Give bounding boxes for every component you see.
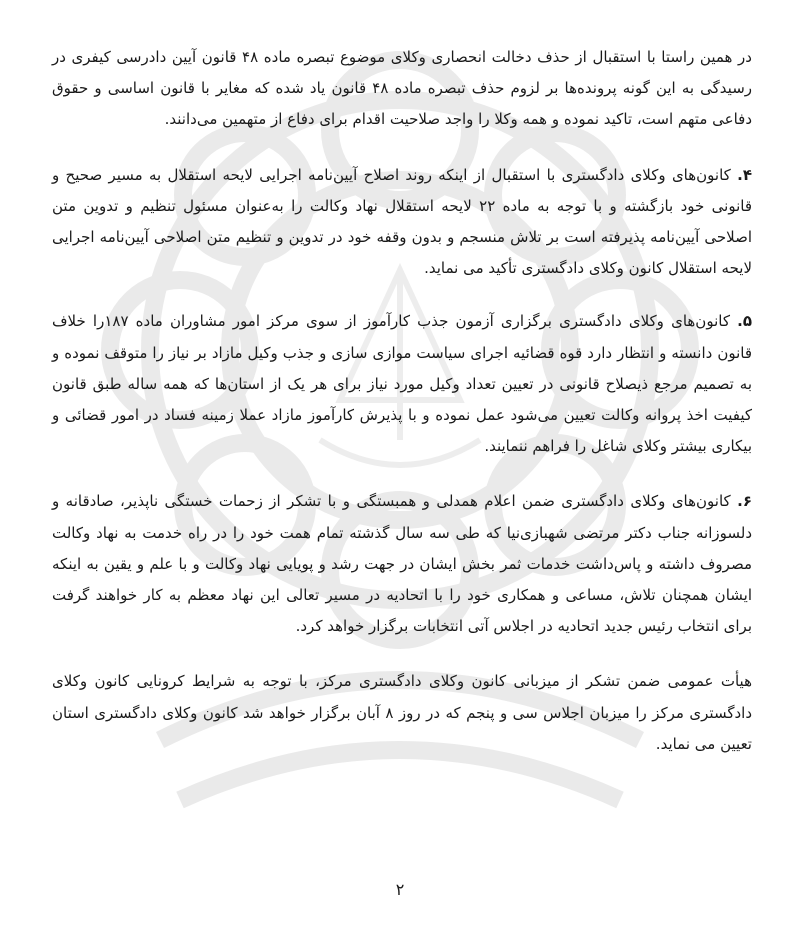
paragraph-number: ۴. [737,165,752,184]
paragraph-6 [52,486,752,642]
paragraph-number: ۶. [737,492,752,511]
paragraph-5 [52,306,752,462]
paragraph-4 [52,160,752,285]
page-number: ۲ [395,880,405,899]
paragraph-text: کانون‌های وکلای دادگستری ضمن اعلام همدلی و همبستگی و با تشکر از زحمات خستگی ناپذیر، صادقانه و دلسوزانه جناب دکتر مرتضی شهبازی‌نیا که طی سه سال گذشته تمام همت خود را در راه خدمت به نهاد وکالت مصروف داشته و پاس‌داشت خدمات ثمر بخش ایشان در جهت رشد و پویایی نهاد وکالت و با علم و یقین به اینکه ایشان همچنان تلاش، مساعی و همکاری خود را با اتحادیه در مسیر تعالی این نهاد معظم به کار خواهند گرفت برای انتخاب رئیس جدید اتحادیه در اجلاس آتی انتخابات برگزار خواهد کرد. [52,492,752,636]
document-body [52,42,752,784]
paragraph-intro [52,42,752,136]
paragraph-text: کانون‌های وکلای دادگستری برگزاری آزمون جذب کارآموز از سوی مرکز امور مشاوران ماده ۱۸۷را خلاف قانون دانسته و انتظار دارد قوه قضائیه اجرای سیاست موازی سازی و جذب وکیل مازاد بر نیاز را متوقف نموده و به تصمیم مرجع ذیصلاح قانونی در تعیین تعداد وکیل مورد نیاز برای هر یک از استان‌ها که همه ساله طبق قانون کیفیت اخذ پروانه وکالت تعیین می‌شود عمل نموده و با پذیرش کارآموز مازاد عملا زمینه فساد در امور قضائی و بیکاری بیشتر وکلای شاغل را فراهم ننمایند. [52,312,752,456]
paragraph-text: در همین راستا با استقبال از حذف دخالت انحصاری وکلای موضوع تبصره ماده ۴۸ قانون آیین دادرسی کیفری در رسیدگی به این گونه پرونده‌ها بر لزوم حذف تبصره ماده ۴۸ قانون یاد شده که مغایر با قانون اساسی و حقوق دفاعی متهم است، تاکید نموده و همه وکلا را واجد صلاحیت اقدام برای دفاع از متهمین می‌دانند. [52,48,753,129]
paragraph-closing [52,666,752,760]
paragraph-number: ۵. [737,312,752,331]
paragraph-text: کانون‌های وکلای دادگستری با استقبال از اینکه روند اصلاح آیین‌نامه اجرایی لایحه استقلال به مسیر صحیح و قانونی خود بازگشته و با توجه به ماده ۲۲ لایحه استقلال نهاد وکالت را به‌عنوان مسئول تنظیم و تدوین متن اصلاحی آیین‌نامه پذیرفته است بر تلاش منسجم و بدون وقفه خود در تدوین و تنظیم متن اصلاحی آیین‌نامه اجرایی لایحه استقلال کانون وکلای دادگستری تأکید می نماید. [52,165,752,278]
paragraph-text: هیأت عمومی ضمن تشکر از میزبانی کانون وکلای دادگستری مرکز، با توجه به شرایط کرونایی کانون وکلای دادگستری مرکز را میزبان اجلاس سی و پنجم که در روز ۸ آبان برگزار خواهد شد کانون وکلای دادگستری استان تعیین می نماید. [52,672,753,753]
